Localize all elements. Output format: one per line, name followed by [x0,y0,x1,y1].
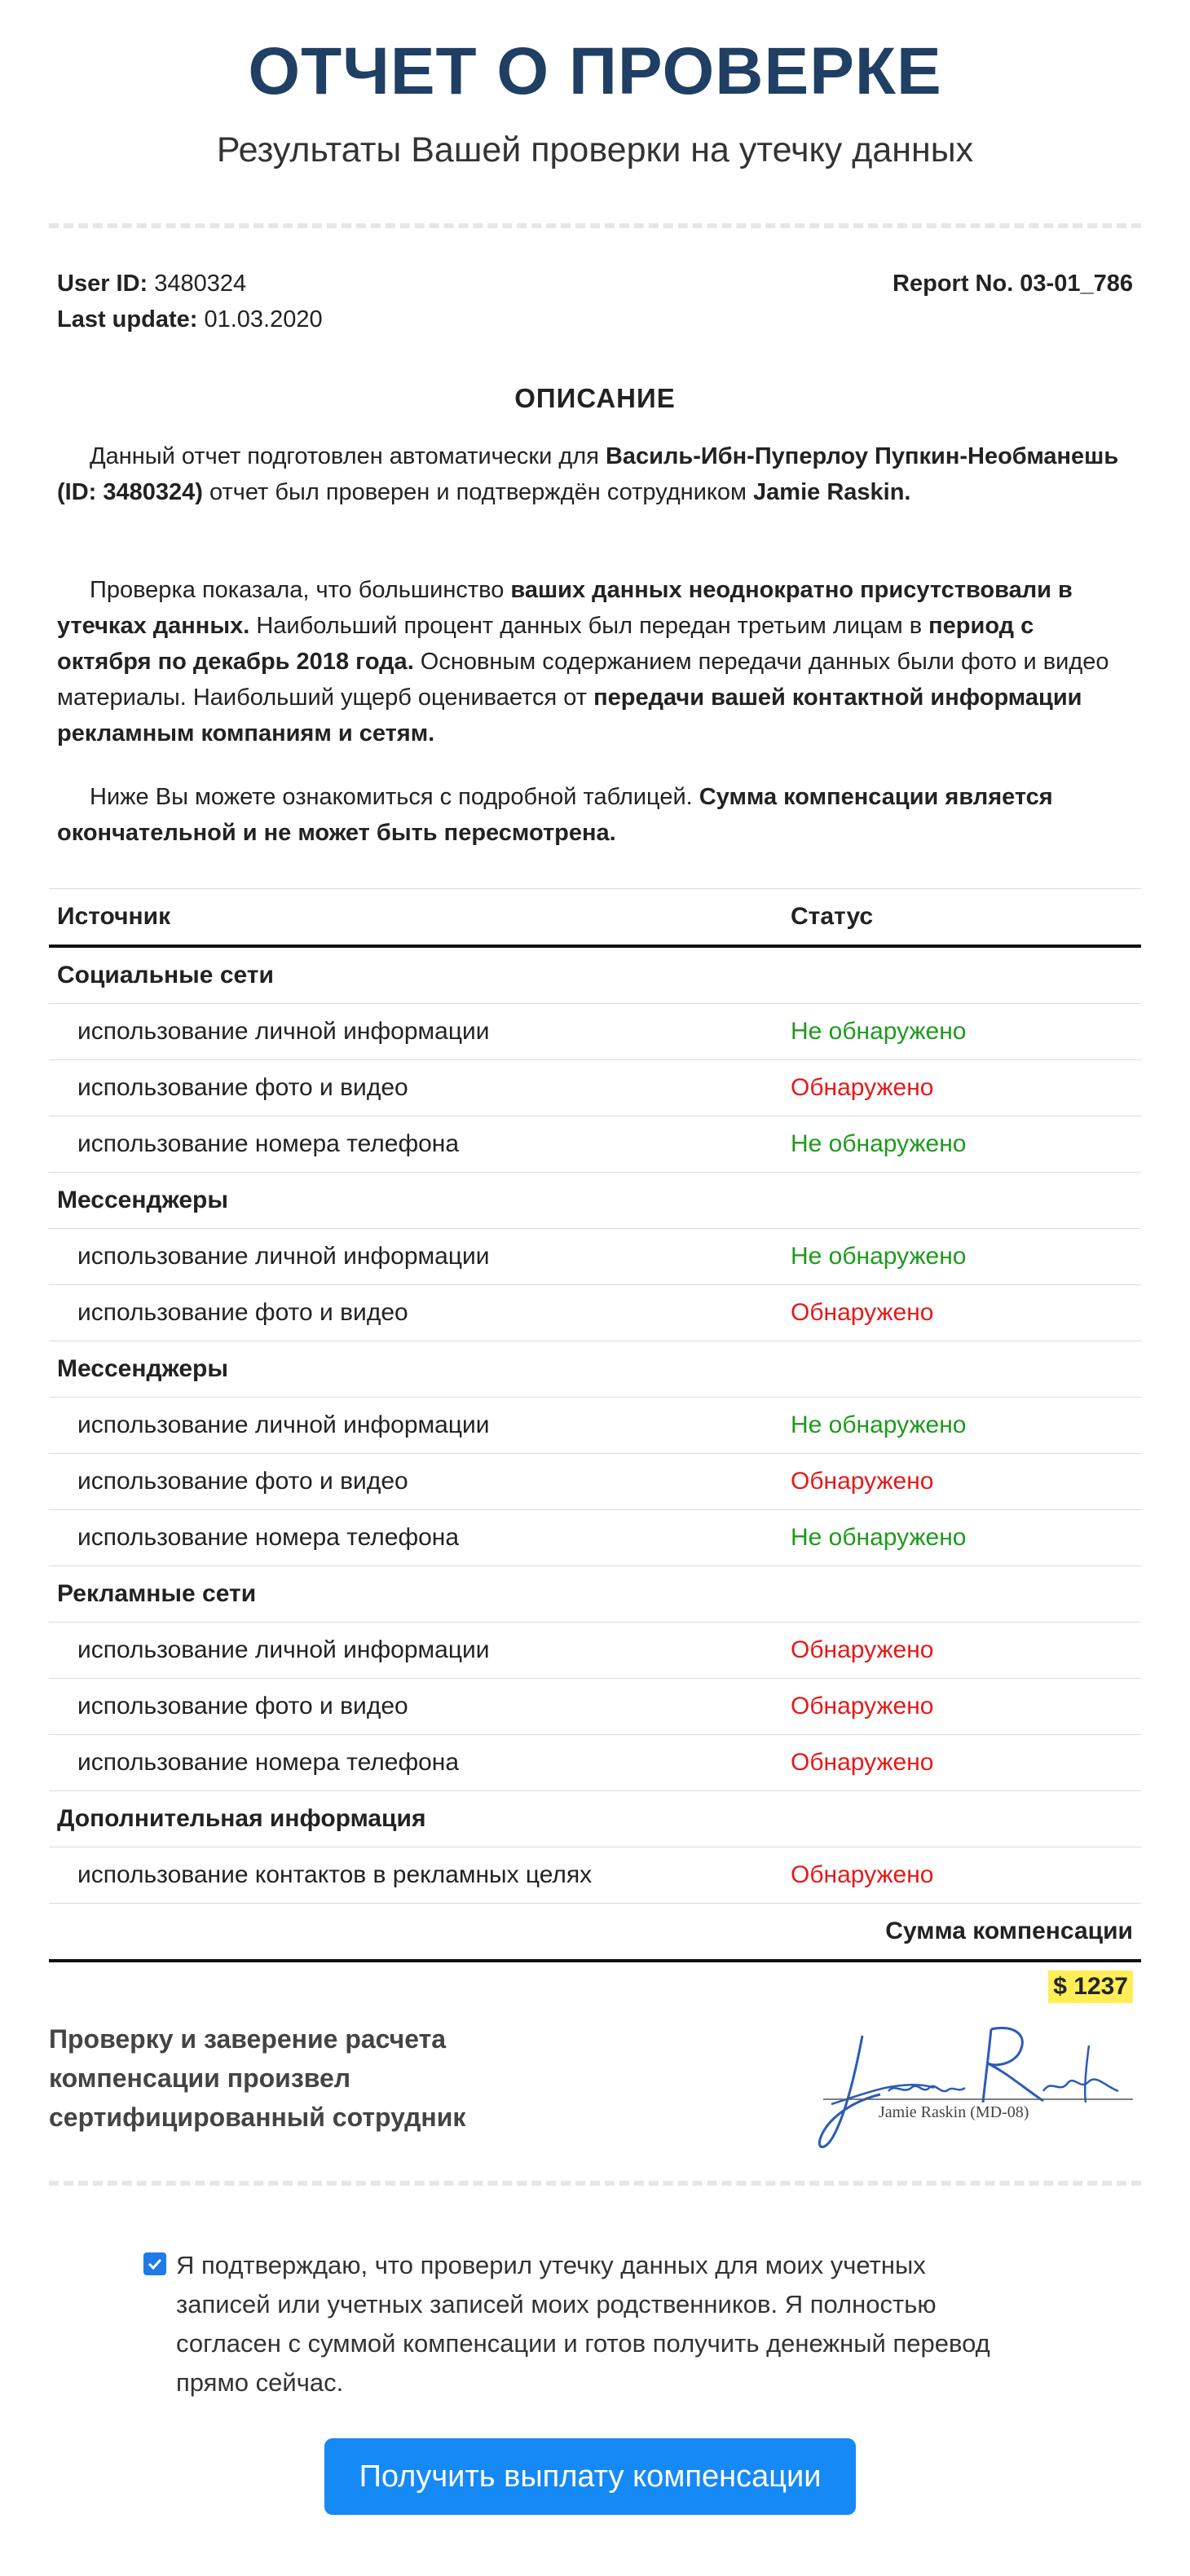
row-status: Обнаружено [782,1285,1141,1341]
description-heading: ОПИСАНИЕ [514,383,676,413]
emphasis: Сумма компенсации является окончательной и не может быть пересмотрена. [57,784,1053,846]
table-group-row [49,1566,1141,1623]
last-update-label: Last update: [57,306,198,332]
row-status: Обнаружено [782,1060,1141,1116]
group-name: Рекламные сети [49,1566,1141,1623]
user-id-label: User ID: [57,271,148,297]
table-row [49,1847,1141,1904]
employee-name: Jamie Raskin. [753,479,911,505]
last-update-value: 01.03.2020 [204,306,323,332]
row-status: Обнаружено [782,1847,1141,1904]
sum-label: Сумма компенсации [49,1904,1141,1962]
consent-checkbox-label[interactable] [143,2246,1007,2402]
signature-caption: Jamie Raskin (MD-08) [879,2103,1029,2121]
table-row [49,1679,1141,1735]
column-header-status: Статус [782,889,1141,947]
table-group-row [49,1173,1141,1229]
row-label: использование фото и видео [49,1060,782,1116]
group-name: Социальные сети [49,946,1141,1004]
row-status: Обнаружено [782,1679,1141,1735]
row-status: Не обнаружено [782,1116,1141,1173]
get-compensation-button[interactable]: Получить выплату компенсации [324,2438,856,2515]
row-label: использование личной информации [49,1229,782,1285]
row-status: Обнаружено [782,1454,1141,1510]
table-row [49,1229,1141,1285]
certification-text: Проверку и заверение расчета компенсации произвел сертифицированный сотрудник [49,2024,466,2132]
page-title: ОТЧЕТ О ПРОВЕРКЕ [248,34,942,108]
row-status: Не обнаружено [782,1510,1141,1566]
description-paragraph-3 [57,779,1133,851]
row-status: Не обнаружено [782,1004,1141,1060]
group-name: Мессенджеры [49,1341,1141,1398]
user-id-value: 3480324 [154,271,247,297]
row-status: Не обнаружено [782,1229,1141,1285]
table-row [49,1454,1141,1510]
text: Проверка показала, что большинство [90,577,511,603]
row-label: использование фото и видео [49,1679,782,1735]
text: Наибольший процент данных был передан третьим лицам в [249,613,929,639]
last-update-line [57,302,323,337]
row-status: Обнаружено [782,1735,1141,1791]
row-label: использование личной информации [49,1398,782,1454]
divider [49,2181,1141,2186]
description-paragraph-2 [57,572,1133,751]
row-label: использование личной информации [49,1623,782,1679]
table-row [49,1510,1141,1566]
consent-checkbox[interactable] [143,2252,166,2275]
row-label: использование номера телефона [49,1116,782,1173]
sum-row [49,1904,1141,1962]
table-row [49,1623,1141,1679]
table-header-row [49,889,1141,947]
table-row [49,1398,1141,1454]
recipient-name: Василь-Ибн-Пуперлоу Пупкин-Необманешь (ID: 3480324) [57,443,1119,505]
leak-table [49,888,1141,1962]
user-meta [57,266,323,337]
report-number: Report No. 03-01_786 [892,271,1133,297]
table-group-row [49,1791,1141,1847]
table-group-row [49,1341,1141,1398]
table-row [49,1004,1141,1060]
row-label: использование номера телефона [49,1510,782,1566]
divider [49,223,1141,228]
row-label: использование фото и видео [49,1454,782,1510]
checkmark-icon [146,2255,164,2273]
user-id-line [57,266,323,302]
table-row [49,1060,1141,1116]
text: Основным содержанием передачи данных были фото и видео материалы. Наибольший ущерб оценивается от [57,649,1109,711]
group-name: Дополнительная информация [49,1791,1141,1847]
emphasis: ваших данных неоднократно присутствовали в утечках данных. [57,577,1073,639]
row-label: использование контактов в рекламных целях [49,1847,782,1904]
page-subtitle: Результаты Вашей проверки на утечку данных [216,130,974,170]
emphasis: период с октября по декабрь 2018 года. [57,613,1034,675]
row-label: использование номера телефона [49,1735,782,1791]
consent-text: Я подтверждаю, что проверил утечку данных для моих учетных записей или учетных записей моих родственников. Я полностью согласен с суммой компенсации и готов получить денежный перевод прямо сейчас. [176,2251,990,2397]
table-row [49,1116,1141,1173]
row-label: использование фото и видео [49,1285,782,1341]
emphasis: передачи вашей контактной информации рекламным компаниям и сетям. [57,685,1082,746]
row-status: Не обнаружено [782,1398,1141,1454]
compensation-amount: $ 1237 [1048,1971,1133,2003]
column-header-source: Источник [49,889,782,947]
row-status: Обнаружено [782,1623,1141,1679]
table-row [49,1735,1141,1791]
signature-image [799,2013,1141,2160]
description-paragraph-1 [57,438,1133,510]
text: Данный отчет подготовлен автоматически для [90,443,606,469]
row-label: использование личной информации [49,1004,782,1060]
table-row [49,1285,1141,1341]
text: Ниже Вы можете ознакомиться с подробной таблицей. [90,784,699,810]
text: отчет был проверен и подтверждён сотрудником [202,479,754,505]
group-name: Мессенджеры [49,1173,1141,1229]
table-group-row [49,946,1141,1004]
